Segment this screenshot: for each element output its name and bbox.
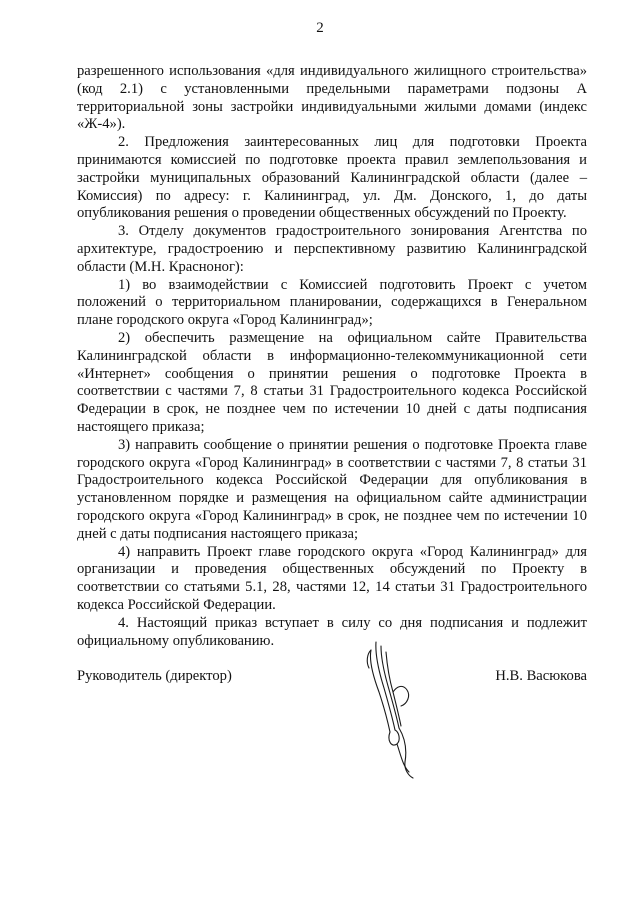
document-body [77, 63, 587, 650]
paragraph-item-4: 4. Настоящий приказ вступает в силу со дня подписания и подлежит официальному опубликованию. [77, 614, 587, 649]
paragraph-item-2: 2. Предложения заинтересованных лиц для подготовки Проекта принимаются комиссией по подготовке проекта правил землепользования и застройки муниципальных образований Калининградской области (далее – Комиссия) по адресу: г. Калининград, ул. Дм. Донского, 1, до даты опубликования решения о проведении общественных обсуждений по Проекту. [77, 134, 587, 222]
subitem-3-1: 1) во взаимодействии с Комиссией подготовить Проект с учетом положений о территориальном планировании, содержащихся в Генеральном плане городского округа «Город Калининград»; [77, 276, 587, 329]
subitem-3-2: 2) обеспечить размещение на официальном сайте Правительства Калининградской области в информационно-телекоммуникационной сети «Интернет» сообщения о принятии решения о подготовке Проекта в соответствии с частями 7, 8 статьи 31 Градостроительного кодекса Российской Федерации в срок, не позднее чем по истечении 10 дней с даты подписания настоящего приказа; [77, 329, 587, 435]
page-number: 2 [316, 20, 324, 36]
signer-title: Руководитель (директор) [77, 668, 232, 684]
paragraph-item-3: 3. Отделу документов градостроительного зонирования Агентства по архитектуре, градостроению и перспективному развитию Калининградской области (М.Н. Красноног): [77, 223, 587, 275]
paragraph-continuation: разрешенного использования «для индивидуального жилищного строительства» (код 2.1) с установленными предельными параметрами подзоны А территориальной зоны застройки индивидуальными жилыми домами (индекс «Ж-4»). [77, 63, 587, 133]
subitem-3-3: 3) направить сообщение о принятии решения о подготовке Проекта главе городского округа «Город Калининград» в соответствии с частями 7, 8 статьи 31 Градостроительного кодекса Российской Федерации для опубликования в установленном порядке и размещения на официальном сайте администрации городского округа «Город Калининград» в срок, не позднее чем по истечении 10 дней с даты подписания настоящего приказа; [77, 436, 587, 542]
handwritten-signature-icon [357, 632, 427, 780]
subitem-3-4: 4) направить Проект главе городского округа «Город Калининград» для организации и проведения общественных обсуждений по Проекту в соответствии со статьями 5.1, 28, частями 12, 14 статьи 31 Градостроительного кодекса Российской Федерации. [77, 543, 587, 613]
signer-name: Н.В. Васюкова [495, 668, 587, 684]
